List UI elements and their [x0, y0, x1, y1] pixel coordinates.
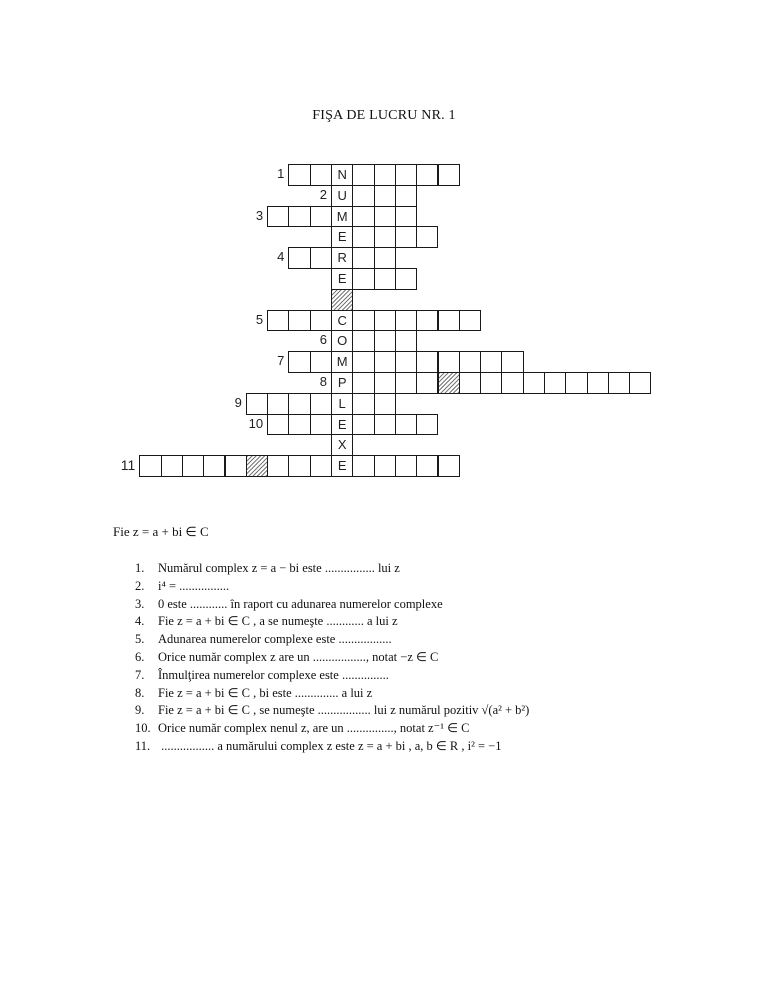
answer-cell[interactable]: [374, 330, 396, 352]
clue-number: 4.: [135, 614, 145, 629]
answer-cell[interactable]: [310, 414, 332, 436]
answer-cell[interactable]: [139, 455, 161, 477]
answer-cell[interactable]: [501, 372, 523, 394]
answer-cell[interactable]: [395, 226, 417, 248]
answer-cell[interactable]: [416, 455, 438, 477]
answer-cell[interactable]: [352, 185, 374, 207]
clue-item: [135, 560, 529, 578]
answer-cell[interactable]: [374, 414, 396, 436]
answer-cell[interactable]: [395, 455, 417, 477]
answer-cell[interactable]: [288, 247, 310, 269]
answer-cell[interactable]: [182, 455, 204, 477]
answer-cell[interactable]: [416, 372, 438, 394]
answer-cell[interactable]: [608, 372, 630, 394]
answer-cell[interactable]: [267, 455, 289, 477]
answer-cell[interactable]: [267, 310, 289, 332]
clue-text: Fie z = a + bi ∈ C , a se numeşte ............ a lui z: [158, 614, 398, 629]
clue-text: 0 este ............ în raport cu adunarea numerelor complexe: [158, 596, 443, 611]
answer-cell[interactable]: [374, 247, 396, 269]
answer-cell[interactable]: [310, 164, 332, 186]
clue-text: Orice număr complex z are un ................., notat −z ∈ C: [158, 649, 439, 664]
answer-cell[interactable]: [246, 393, 268, 415]
clue-text: Fie z = a + bi ∈ C , se numeşte ................. lui z numărul pozitiv √(a² + b²): [158, 703, 530, 718]
answer-cell[interactable]: [374, 351, 396, 373]
answer-cell[interactable]: [438, 310, 460, 332]
key-letter-cell[interactable]: E: [331, 226, 353, 248]
answer-cell[interactable]: [395, 164, 417, 186]
answer-cell[interactable]: [352, 393, 374, 415]
clue-item: [135, 685, 529, 703]
clue-number: 9.: [135, 703, 145, 718]
answer-cell[interactable]: [374, 226, 396, 248]
key-letter-cell[interactable]: O: [331, 330, 353, 352]
answer-cell[interactable]: [416, 226, 438, 248]
answer-cell[interactable]: [523, 372, 545, 394]
answer-cell[interactable]: [416, 310, 438, 332]
answer-cell[interactable]: [480, 372, 502, 394]
answer-cell[interactable]: [374, 185, 396, 207]
answer-cell[interactable]: [629, 372, 651, 394]
answer-cell[interactable]: [416, 351, 438, 373]
answer-cell[interactable]: [203, 455, 225, 477]
key-letter-cell[interactable]: R: [331, 247, 353, 269]
answer-cell[interactable]: [395, 351, 417, 373]
answer-cell[interactable]: [374, 206, 396, 228]
answer-cell[interactable]: [161, 455, 183, 477]
key-letter-cell[interactable]: N: [331, 164, 353, 186]
clue-number: 5.: [135, 632, 145, 647]
answer-cell[interactable]: [352, 247, 374, 269]
row-number-label: 1: [277, 166, 285, 181]
answer-cell[interactable]: [352, 226, 374, 248]
clue-item: [135, 596, 529, 614]
answer-cell[interactable]: [288, 351, 310, 373]
key-letter-cell[interactable]: U: [331, 185, 353, 207]
key-letter-cell: [331, 289, 353, 311]
clue-item: [135, 738, 529, 756]
answer-cell[interactable]: [438, 164, 460, 186]
answer-cell[interactable]: [416, 414, 438, 436]
answer-cell[interactable]: [395, 268, 417, 290]
answer-cell[interactable]: [225, 455, 247, 477]
key-letter-cell[interactable]: C: [331, 310, 353, 332]
key-letter-cell[interactable]: P: [331, 372, 353, 394]
answer-cell[interactable]: [352, 310, 374, 332]
clue-text: Adunarea numerelor complexe este .................: [158, 632, 392, 647]
clue-number: 7.: [135, 667, 145, 682]
row-number-label: 9: [234, 394, 242, 410]
answer-cell[interactable]: [459, 351, 481, 373]
answer-cell[interactable]: [288, 455, 310, 477]
key-letter-cell[interactable]: X: [331, 434, 353, 456]
answer-cell[interactable]: [310, 247, 332, 269]
answer-cell[interactable]: [395, 372, 417, 394]
answer-cell[interactable]: [544, 372, 566, 394]
answer-cell[interactable]: [374, 372, 396, 394]
clue-number: 6.: [135, 649, 145, 664]
key-letter-cell[interactable]: L: [331, 393, 353, 415]
answer-cell[interactable]: [352, 164, 374, 186]
answer-cell[interactable]: [267, 206, 289, 228]
row-number-label: 7: [277, 353, 285, 369]
answer-cell[interactable]: [352, 268, 374, 290]
answer-cell[interactable]: [438, 455, 460, 477]
answer-cell[interactable]: [565, 372, 587, 394]
key-letter-cell[interactable]: E: [331, 414, 353, 436]
answer-cell[interactable]: [352, 206, 374, 228]
answer-cell[interactable]: [352, 372, 374, 394]
key-letter-cell[interactable]: E: [331, 455, 353, 477]
row-number-label: 10: [248, 415, 264, 431]
answer-cell[interactable]: [395, 310, 417, 332]
clue-text: i⁴ = ................: [158, 578, 230, 593]
clue-item: [135, 702, 529, 720]
clue-number: 2.: [135, 578, 145, 593]
answer-cell[interactable]: [267, 414, 289, 436]
answer-cell[interactable]: [310, 310, 332, 332]
answer-cell[interactable]: [288, 393, 310, 415]
answer-cell[interactable]: [288, 164, 310, 186]
answer-cell[interactable]: [501, 351, 523, 373]
clue-number: 8.: [135, 685, 145, 700]
clue-number: 3.: [135, 596, 145, 611]
clue-item: [135, 649, 529, 667]
clue-text: Înmulţirea numerelor complexe este ...............: [158, 667, 389, 682]
answer-cell[interactable]: [310, 455, 332, 477]
answer-cell[interactable]: [288, 310, 310, 332]
intro-text: Fie z = a + bi ∈ C: [113, 524, 209, 539]
clue-item: [135, 720, 529, 738]
clue-text: Numărul complex z = a − bi este ................ lui z: [158, 561, 400, 575]
answer-cell[interactable]: [587, 372, 609, 394]
answer-cell: [438, 372, 460, 394]
answer-cell[interactable]: [374, 164, 396, 186]
answer-cell[interactable]: [352, 330, 374, 352]
clue-item: [135, 613, 529, 631]
key-letter-cell[interactable]: M: [331, 351, 353, 373]
row-number-label: 11: [120, 457, 136, 474]
answer-cell[interactable]: [395, 206, 417, 228]
page-title: FIŞA DE LUCRU NR. 1: [312, 108, 456, 123]
answer-cell[interactable]: [395, 414, 417, 436]
answer-cell[interactable]: [374, 310, 396, 332]
answer-cell[interactable]: [416, 164, 438, 186]
answer-cell[interactable]: [480, 351, 502, 373]
answer-cell[interactable]: [374, 393, 396, 415]
answer-cell[interactable]: [310, 393, 332, 415]
row-number-label: 5: [255, 311, 264, 327]
answer-cell[interactable]: [310, 351, 332, 373]
answer-cell[interactable]: [395, 185, 417, 207]
key-letter-cell[interactable]: E: [331, 268, 353, 290]
answer-cell[interactable]: [395, 330, 417, 352]
clue-item: [135, 631, 529, 649]
clue-list: [135, 560, 529, 756]
clue-text: Fie z = a + bi ∈ C , bi este .............. a lui z: [158, 685, 373, 700]
key-letter-cell[interactable]: M: [331, 206, 353, 228]
clue-number: 10.: [135, 721, 151, 736]
clue-item: [135, 578, 529, 596]
row-number-label: 2: [319, 186, 327, 202]
answer-cell: [246, 455, 268, 477]
answer-cell[interactable]: [352, 414, 374, 436]
answer-cell[interactable]: [288, 414, 310, 436]
row-number-label: 6: [319, 332, 327, 348]
answer-cell[interactable]: [310, 206, 332, 228]
answer-cell[interactable]: [374, 455, 396, 477]
answer-cell[interactable]: [288, 206, 310, 228]
clue-item: [135, 667, 529, 685]
clue-number: 11.: [135, 738, 151, 753]
answer-cell[interactable]: [352, 455, 374, 477]
answer-cell[interactable]: [459, 372, 481, 394]
row-number-label: 4: [277, 249, 285, 265]
answer-cell[interactable]: [459, 310, 481, 332]
answer-cell[interactable]: [352, 351, 374, 373]
answer-cell[interactable]: [267, 393, 289, 415]
answer-cell[interactable]: [438, 351, 460, 373]
clue-number: 1.: [135, 561, 145, 575]
clue-text: ................. a numărului complex z este z = a + bi , a, b ∈ R , i² = −1: [158, 738, 502, 753]
answer-cell[interactable]: [374, 268, 396, 290]
clue-text: Orice număr complex nenul z, are un ..............., notat z⁻¹ ∈ C: [158, 721, 470, 736]
row-number-label: 3: [255, 207, 264, 223]
row-number-label: 8: [319, 374, 327, 389]
